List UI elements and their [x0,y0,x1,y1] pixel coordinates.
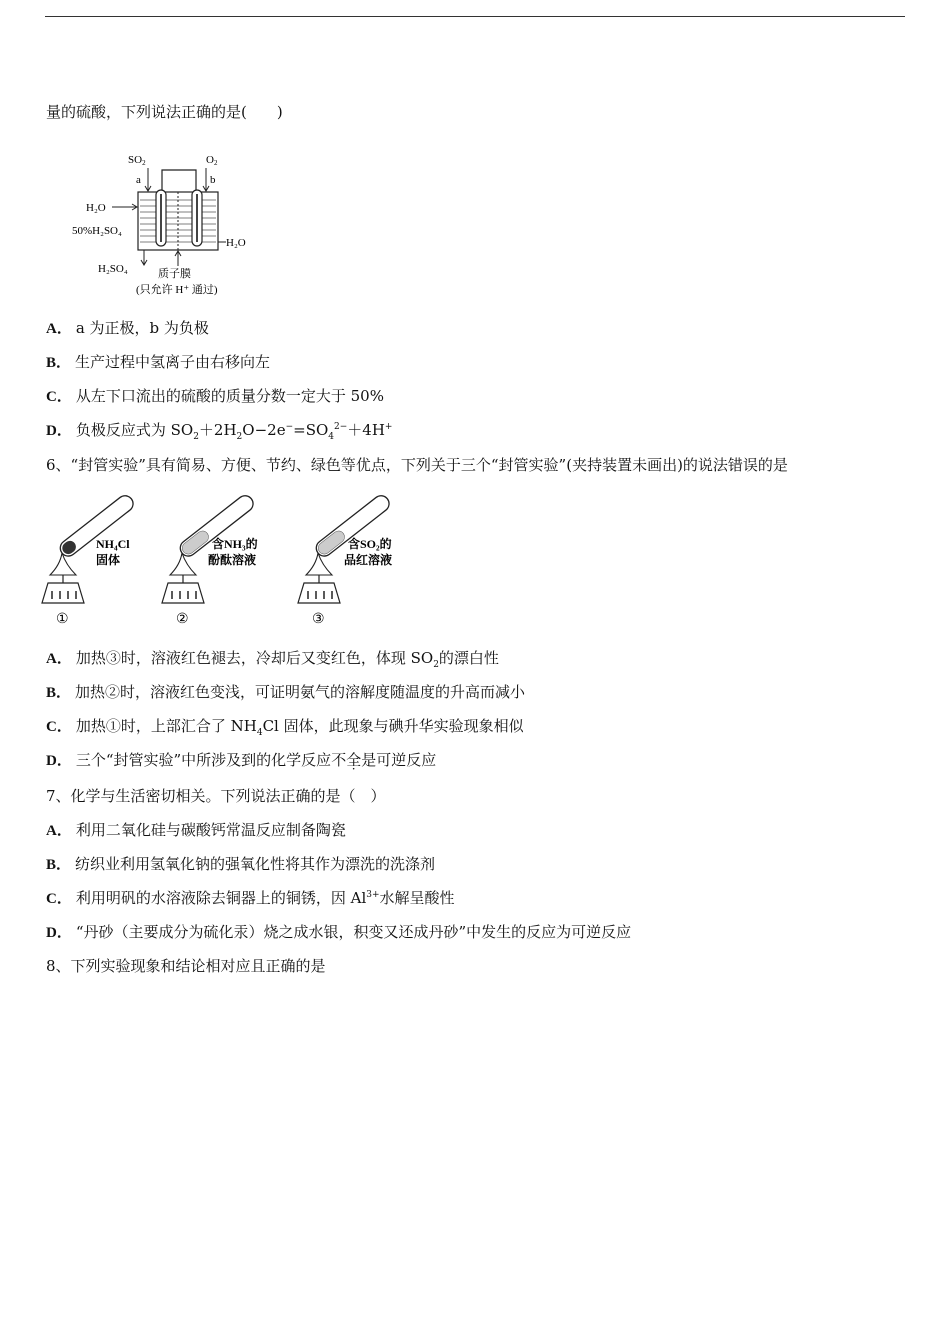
label-b: b [210,174,216,186]
label-o2: O2 [206,154,218,167]
question-intro: 量的硫酸，下列说法正确的是( ) [46,103,283,121]
label-h2so4-out: H₂SO₄ [98,263,128,275]
q6-stem: 6、“封管实验”具有简易、方便、节约、绿色等优点，下列关于三个“封管实验”(夹持装置未画出)的说法错误的是 [46,456,788,474]
q7-option-c: C． 利用明矾的水溶液除去铜器上的铜锈，因 $Al^{3+}$水解呈酸性 [46,889,455,907]
tube3-label-line2: 品红溶液 [344,553,393,567]
q6-option-c: C． 加热①时，上部汇合了 $NH_4Cl$ 固体，此现象与碘升华实验现象相似 [46,717,524,738]
q7-option-a: A． 利用二氧化硅与碳酸钙常温反应制备陶瓷 [46,821,346,839]
q7-option-b: B． 纺织业利用氢氧化钠的强氧化性将其作为漂洗的洗涤剂 [46,855,436,873]
q6-option-d: D． 三个“封管实验”中所涉及到的化学反应不全是可逆反应 [46,751,437,769]
label-so2: SO2 [128,154,146,167]
q8-stem: 8、下列实验现象和结论相对应且正确的是 [46,957,326,975]
tube2-label-line1: 含NH₃的 [212,537,258,551]
tube2-number: ② [176,612,189,627]
tube1-label-line2: 固体 [96,553,121,567]
header-rule [45,16,905,17]
tube3-number: ③ [312,612,325,627]
tube1-number: ① [56,612,69,627]
q7-option-d: D． “丹砂（主要成分为硫化汞）烧之成水银，积变又还成丹砂”中发生的反应为可逆反应 [46,923,632,941]
q6-option-b: B． 加热②时，溶液红色变浅，可证明氨气的溶解度随温度的升高而减小 [46,683,526,701]
label-water-out: H₂O [226,237,246,249]
label-membrane: 质子膜 [158,268,191,280]
sealed-tube-figure [40,495,420,630]
q7-stem: 7、化学与生活密切相关。下列说法正确的是（ ） [46,787,386,805]
label-a: a [136,174,141,186]
q5-option-a: A． a 为正极，b 为负极 [46,319,209,337]
label-acid: 50%H₂SO₄ [72,225,122,237]
electrolysis-cell-figure [70,150,260,300]
tube1-label-line1: NH₄Cl [96,537,130,551]
tube3-label-line1: 含SO₂的 [348,537,392,551]
q5-option-d: D． 负极反应式为 $SO_2+2H_2O-2e^-=SO_4^{2-}+4H^+$ [46,421,393,442]
q5-option-c: C． 从左下口流出的硫酸的质量分数一定大于 50% [46,387,384,405]
q5-option-b: B． 生产过程中氢离子由右移向左 [46,353,271,371]
label-membrane-note: (只允许 H⁺ 通过) [136,284,218,296]
q6-option-a: A． 加热③时，溶液红色褪去，冷却后又变红色，体现 $SO_2$的漂白性 [46,649,499,670]
label-water-in: H₂O [86,202,106,214]
tube2-label-line2: 酚酞溶液 [208,553,257,567]
